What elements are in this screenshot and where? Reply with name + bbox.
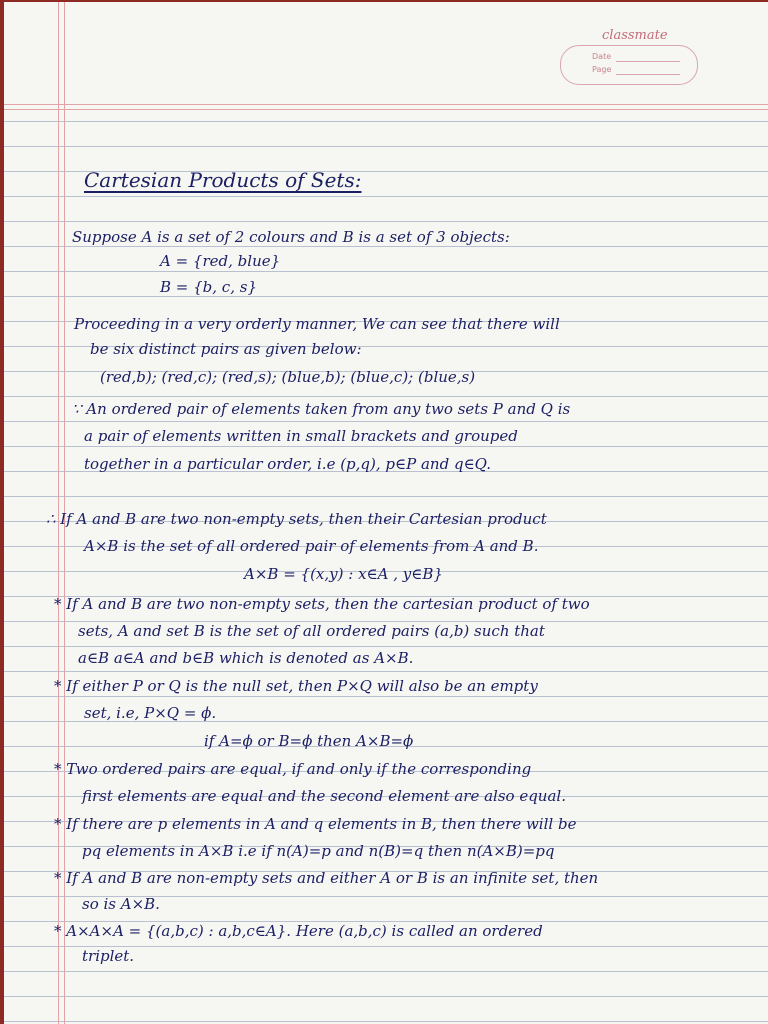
note-line: sets, A and set B is the set of all ordered pairs (a,b) such that [78,622,545,640]
note-line: pq elements in A×B i.e if n(A)=p and n(B)=q then n(A×B)=pq [82,842,555,860]
note-line: * A×A×A = {(a,b,c) : a,b,c∈A}. Here (a,b,c) is called an ordered [54,922,543,940]
note-line: ∵ An ordered pair of elements taken from any two sets P and Q is [72,400,571,418]
note-line: * If A and B are non-empty sets and either A or B is an infinite set, then [54,869,599,887]
note-line: * Two ordered pairs are equal, if and only if the corresponding [54,760,532,778]
note-line: A×B is the set of all ordered pair of elements from A and B. [84,537,539,555]
note-line: A×B = {(x,y) : x∈A , y∈B} [244,565,443,583]
note-line: first elements are equal and the second element are also equal. [82,787,566,805]
note-line: a pair of elements written in small brackets and grouped [84,427,518,445]
note-line: A = {red, blue} [160,252,281,270]
top-margin-line-2 [4,109,768,110]
note-line: * If A and B are two non-empty sets, then the cartesian product of two [54,595,590,613]
date-page-box [560,45,698,85]
note-line: B = {b, c, s} [160,278,257,296]
note-line: together in a particular order, i.e (p,q), p∈P and q∈Q. [84,455,491,473]
note-line: * If there are p elements in A and q elements in B, then there will be [54,815,577,833]
notebook-page [4,2,768,1024]
note-line: triplet. [82,947,135,965]
note-line: (red,b); (red,c); (red,s); (blue,b); (blue,c); (blue,s) [100,368,476,386]
page-title: Cartesian Products of Sets: [84,168,362,192]
note-line: so is A×B. [82,895,160,913]
note-line: set, i.e, P×Q = ϕ. [84,704,217,722]
note-line: * If either P or Q is the null set, then P×Q will also be an empty [54,677,538,695]
page-label: Page [592,65,612,74]
date-label: Date [592,52,612,61]
note-line: a∈B a∈A and b∈B which is denoted as A×B. [78,649,414,667]
page-line [616,74,680,75]
top-margin-line [4,104,768,105]
note-line: Proceeding in a very orderly manner, We can see that there will [74,315,560,333]
brand-logo: classmate [602,28,668,43]
note-line: Suppose A is a set of 2 colours and B is a set of 3 objects: [72,228,510,246]
note-line: be six distinct pairs as given below: [90,340,362,358]
note-line: ∴ If A and B are two non-empty sets, then their Cartesian product [46,510,547,528]
date-line [616,61,680,62]
note-line: if A=ϕ or B=ϕ then A×B=ϕ [204,732,414,750]
